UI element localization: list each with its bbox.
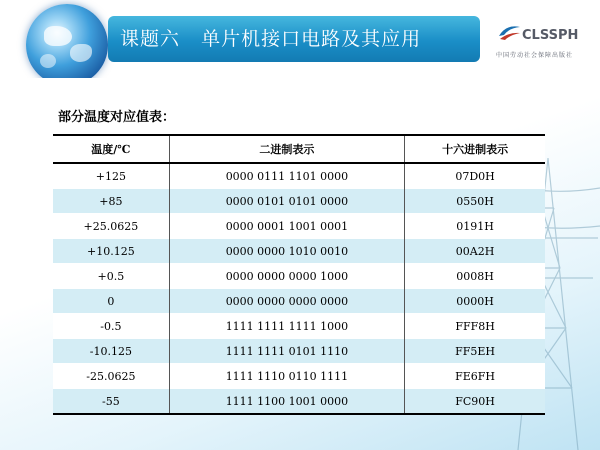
temperature-cell: -10.125: [53, 339, 169, 364]
binary-cell: 1111 1110 0110 1111: [169, 364, 404, 389]
table-row: [53, 264, 545, 289]
table-row: [53, 289, 545, 314]
table-row: [53, 163, 545, 189]
table-row: [53, 314, 545, 339]
hex-cell: 07D0H: [405, 163, 545, 189]
temperature-cell: +0.5: [53, 264, 169, 289]
table-caption: 部分温度对应值表：: [58, 110, 176, 125]
swoosh-logo-icon: [496, 22, 522, 44]
binary-cell: 0000 0000 0000 0000: [169, 289, 404, 314]
hex-cell: FE6FH: [405, 364, 545, 389]
globe-icon: [26, 4, 108, 86]
temperature-cell: +25.0625: [53, 214, 169, 239]
temperature-cell: -55: [53, 389, 169, 415]
table-row: [53, 389, 545, 415]
column-header-hex: 十六进制表示: [405, 135, 545, 163]
binary-cell: 0000 0001 1001 0001: [169, 214, 404, 239]
binary-cell: 0000 0000 1010 0010: [169, 239, 404, 264]
temperature-cell: +10.125: [53, 239, 169, 264]
binary-cell: 1111 1111 0101 1110: [169, 339, 404, 364]
hex-cell: 00A2H: [405, 239, 545, 264]
hex-cell: FFF8H: [405, 314, 545, 339]
logo-text: CLSSPH: [522, 28, 579, 43]
binary-cell: 0000 0000 0000 1000: [169, 264, 404, 289]
hex-cell: FF5EH: [405, 339, 545, 364]
logo-subtitle: 中国劳动社会保障出版社: [496, 52, 574, 59]
column-header-temperature: 温度/℃: [53, 135, 169, 163]
hex-cell: FC90H: [405, 389, 545, 415]
table-row: [53, 364, 545, 389]
hex-cell: 0191H: [405, 214, 545, 239]
binary-cell: 0000 0101 0101 0000: [169, 189, 404, 214]
temperature-cell: -25.0625: [53, 364, 169, 389]
temperature-cell: 0: [53, 289, 169, 314]
temperature-table: [53, 134, 545, 415]
slide-header: [0, 0, 600, 78]
binary-cell: 0000 0111 1101 0000: [169, 163, 404, 189]
table-row: [53, 189, 545, 214]
hex-cell: 0008H: [405, 264, 545, 289]
table-row: [53, 239, 545, 264]
table-header-row: [53, 135, 545, 163]
temperature-cell: +125: [53, 163, 169, 189]
slide-title: 课题六 单片机接口电路及其应用: [120, 28, 422, 50]
hex-cell: 0000H: [405, 289, 545, 314]
binary-cell: 1111 1100 1001 0000: [169, 389, 404, 415]
temperature-cell: +85: [53, 189, 169, 214]
table-row: [53, 339, 545, 364]
table-row: [53, 214, 545, 239]
column-header-binary: 二进制表示: [169, 135, 404, 163]
binary-cell: 1111 1111 1111 1000: [169, 314, 404, 339]
hex-cell: 0550H: [405, 189, 545, 214]
publisher-logo: [494, 18, 594, 68]
temperature-cell: -0.5: [53, 314, 169, 339]
title-bar: [108, 16, 480, 62]
